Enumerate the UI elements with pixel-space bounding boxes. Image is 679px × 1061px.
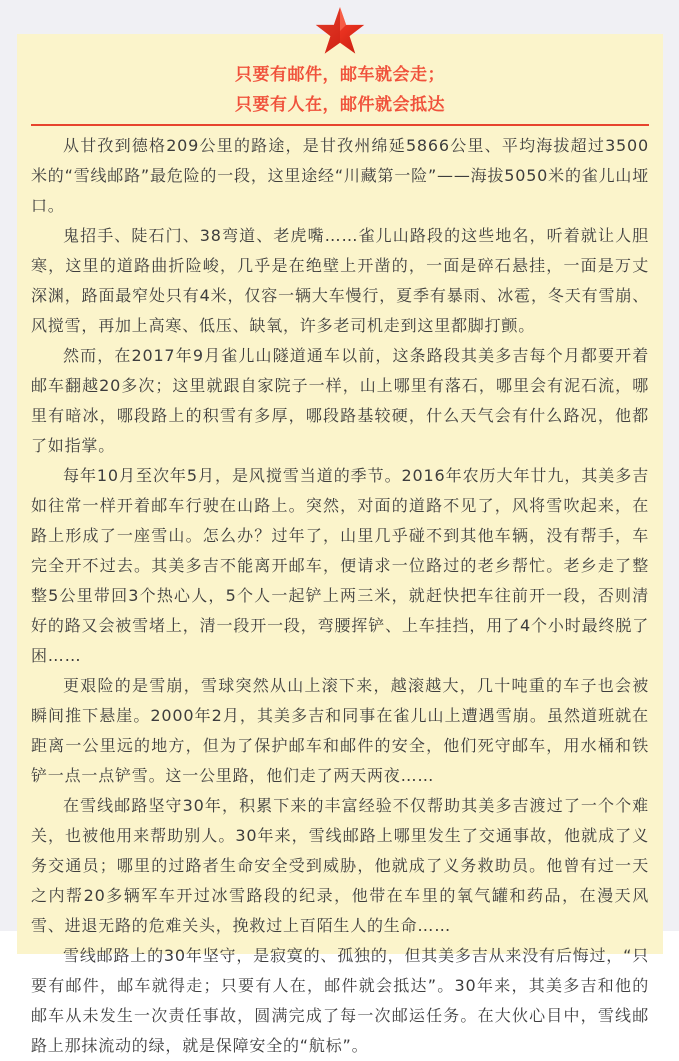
red-divider xyxy=(31,124,649,126)
slogan-line-2: 只要有人在，邮件就会抵达 xyxy=(235,95,445,115)
article-paragraph: 每年10月至次年5月，是风搅雪当道的季节。2016年农历大年廿九，其美多吉如往常一样开着邮车行驶在山路上。突然，对面的道路不见了，风将雪吹起来，在路上形成了一座雪山。怎么办？过年了，山里几乎碰不到其他车辆，没有帮手，车完全开不过去。其美多吉不能离开邮车，便请求一位路过的老乡帮忙。老乡走了整整5公里带回3个热心人，5个人一起铲上两三米，就赶快把车往前开一段，否则清好的路又会被雪堵上，清一段开一段，弯腰挥铲、上车挂挡，用了4个小时最终脱了困…… xyxy=(31,466,649,665)
article-paragraph: 鬼招手、陡石门、38弯道、老虎嘴……雀儿山路段的这些地名，听着就让人胆寒，这里的道路曲折险峻，几乎是在绝壁上开凿的，一面是碎石悬挂，一面是万丈深渊，路面最窄处只有4米，仅容一辆大车慢行，夏季有暴雨、冰雹，冬天有雪崩、风搅雪，再加上高寒、低压、缺氧，许多老司机走到这里都脚打颤。 xyxy=(31,226,649,335)
slogan-block xyxy=(31,48,649,120)
article-paragraph: 更艰险的是雪崩，雪球突然从山上滚下来，越滚越大，几十吨重的车子也会被瞬间推下悬崖。2000年2月，其美多吉和同事在雀儿山上遭遇雪崩。虽然道班就在距离一公里远的地方，但为了保护邮车和邮件的安全，他们死守邮车，用水桶和铁铲一点一点铲雪。这一公里路，他们走了两天两夜…… xyxy=(31,676,649,785)
article-paragraph: 然而，在2017年9月雀儿山隧道通车以前，这条路段其美多吉每个月都要开着邮车翻越20多次；这里就跟自家院子一样，山上哪里有落石，哪里会有泥石流，哪里有暗冰，哪段路上的积雪有多厚，哪段路基较硬，什么天气会有什么路况，他都了如指掌。 xyxy=(31,346,649,455)
article-paragraph: 雪线邮路上的30年坚守，是寂寞的、孤独的，但其美多吉从来没有后悔过，“只要有邮件，邮车就得走；只要有人在，邮件就会抵达”。30年来，其美多吉和他的邮车从未发生一次责任事故，圆满完成了每一次邮运任务。在大伙心目中，雪线邮路上那抹流动的绿，就是保障安全的“航标”。 xyxy=(31,946,649,1055)
article-paragraph: 从甘孜到德格209公里的路途，是甘孜州绵延5866公里、平均海拔超过3500米的“雪线邮路”最危险的一段，这里途经“川藏第一险”——海拔5050米的雀儿山垭口。 xyxy=(31,136,649,215)
article-body xyxy=(31,131,649,1061)
red-star-icon xyxy=(314,6,366,56)
article-paragraph: 在雪线邮路坚守30年，积累下来的丰富经验不仅帮助其美多吉渡过了一个个难关，也被他用来帮助别人。30年来，雪线邮路上哪里发生了交通事故，他就成了义务交通员；哪里的过路者生命安全受到威胁，他就成了义务救助员。他曾有过一天之内帮20多辆军车开过冰雪路段的纪录，他带在车里的氧气罐和药品，在漫天风雪、进退无路的危难关头，挽救过上百陌生人的生命…… xyxy=(31,796,649,935)
article-sheet xyxy=(17,34,663,1055)
slogan-line-1: 只要有邮件，邮车就会走； xyxy=(235,65,445,85)
